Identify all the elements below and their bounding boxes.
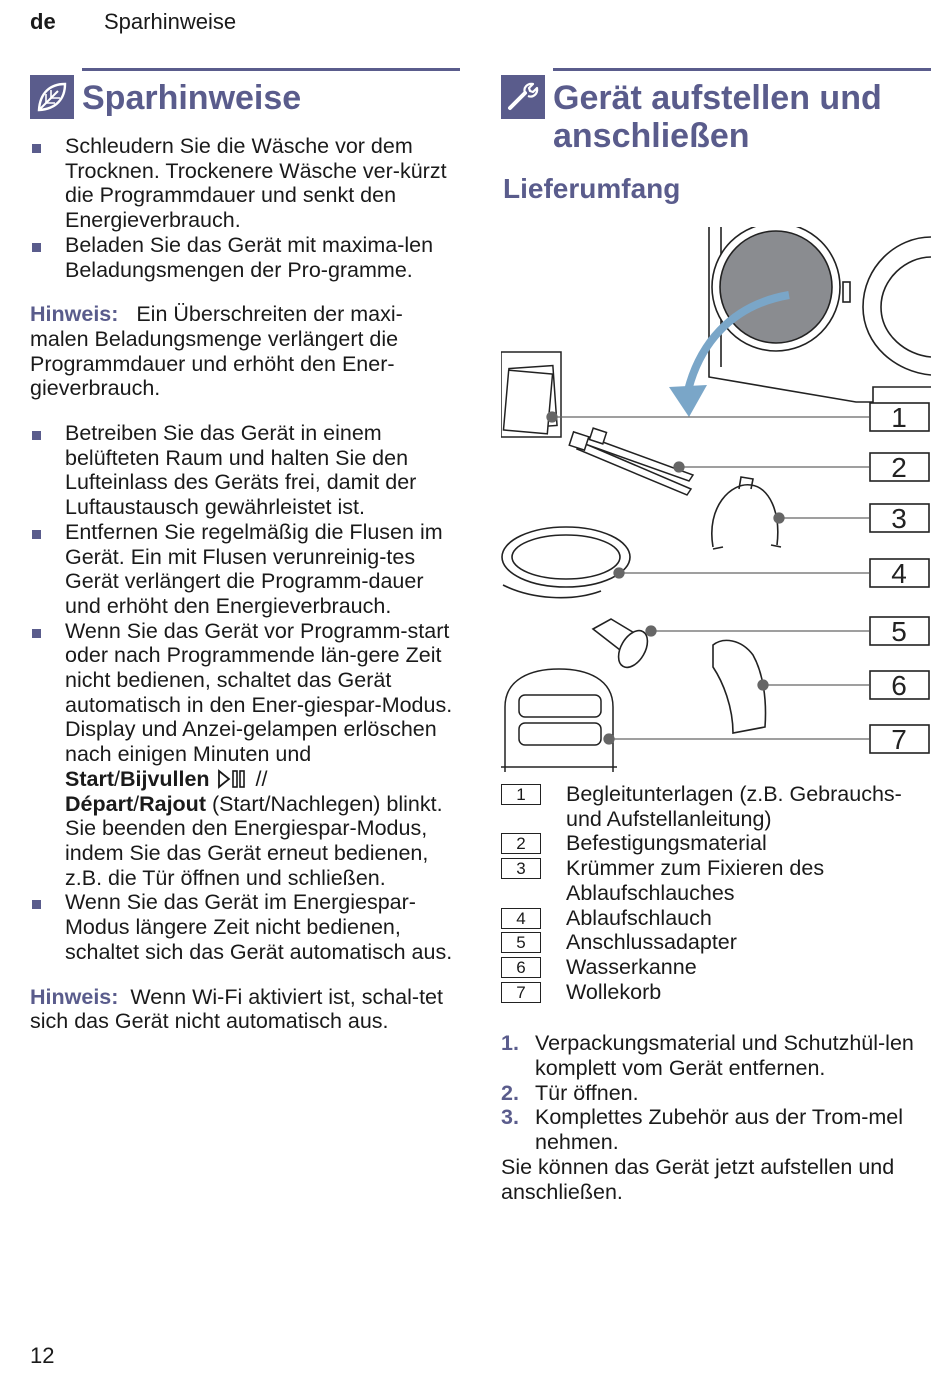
- list-item: Entfernen Sie regelmäßig die Flusen im Gerät. Ein mit Flusen verunreinig-tes Gerät verlängert die Programm-dauer und erhöht den Energieverbrauch.: [30, 520, 460, 619]
- running-header: Sparhinweise: [104, 9, 237, 34]
- list-item: Wenn Sie das Gerät im Energiespar-Modus längere Zeit nicht bedienen, schaltet sich das Gerät automatisch aus.: [30, 890, 460, 964]
- list-item: 2. Tür öffnen.: [501, 1080, 639, 1105]
- note-2: [30, 985, 460, 1034]
- note-label: Hinweis:: [30, 984, 119, 1009]
- note-label: Hinweis:: [30, 302, 119, 327]
- button-label-rajout: Rajout: [139, 791, 206, 816]
- drain-hose-illustration: [502, 527, 630, 598]
- right-column: [501, 68, 931, 1204]
- left-column: [30, 68, 460, 1034]
- note-text: Ein Überschreiten der maxi-malen Beladungsmenge verlängert die Programmdauer und erhöht den Ener-gieverbrauch.: [30, 302, 403, 401]
- list-item: 3. Komplettes Zubehör aus der Trom-mel nehmen.: [501, 1105, 904, 1155]
- callout-1: 1: [891, 402, 907, 433]
- note-1: [30, 302, 460, 401]
- documents-illustration: [501, 352, 561, 437]
- heading-rule: [82, 68, 460, 71]
- language-code: de: [30, 9, 56, 34]
- delivery-legend: [501, 782, 931, 1004]
- button-label-depart: Départ: [65, 791, 134, 816]
- leaf-icon: [30, 75, 74, 119]
- fastening-material-illustration: [569, 428, 693, 495]
- legend-item: 6 Wasserkanne: [501, 955, 931, 980]
- legend-item: 7 Wollekorb: [501, 980, 931, 1005]
- legend-item: 2 Befestigungsmaterial: [501, 831, 931, 856]
- page-number: 12: [30, 1343, 55, 1368]
- subheading-delivery: Lieferumfang: [503, 173, 681, 204]
- hose-bend-illustration: [712, 477, 781, 549]
- button-label-bijvullen: Bijvullen: [119, 766, 210, 791]
- callout-5: 5: [891, 616, 907, 647]
- savings-list-2: [30, 421, 460, 964]
- callout-3: 3: [891, 503, 907, 534]
- button-label-start: Start: [65, 766, 114, 791]
- setup-steps: [501, 1031, 931, 1155]
- note-text: Wenn Wi-Fi aktiviert ist, schal-tet sich das Gerät nicht automatisch aus.: [30, 984, 443, 1034]
- callout-6: 6: [891, 670, 907, 701]
- delivery-contents-illustration: [501, 227, 931, 772]
- legend-item: 3 Krümmer zum Fixieren des Ablaufschlauches: [501, 856, 931, 905]
- wrench-icon: [501, 75, 545, 119]
- list-item: Beladen Sie das Gerät mit maxima-len Beladungsmengen der Pro-gramme.: [30, 233, 460, 282]
- callout-4: 4: [891, 558, 907, 589]
- list-item: Wenn Sie das Gerät vor Programm-start oder nach Programmende län-gere Zeit nicht bedienen, schaltet das Gerät automatisch in den Ener-giespar-Modus. Display und Anzei-gelampen erlöschen nach einigen Minuten und Start/Bijvullen // Départ/Rajout (Start/Nachlegen) blinkt. Sie beenden den Energiespar-Modus, indem Sie das Gerät erneut bedienen, z.B. die Tür öffnen und schließen.: [30, 619, 460, 891]
- callout-7: 7: [891, 724, 907, 755]
- legend-item: 1 Begleitunterlagen (z.B. Gebrauchs- und Aufstellanleitung): [501, 782, 931, 831]
- play-pause-icon: [216, 769, 250, 789]
- list-item: 1. Verpackungsmaterial und Schutzhül-len komplett vom Gerät entfernen.: [501, 1031, 914, 1081]
- callout-2: 2: [891, 452, 907, 483]
- section-heading: Gerät aufstellen und anschließen: [553, 79, 882, 155]
- closing-text: Sie können das Gerät jetzt aufstellen und anschließen.: [501, 1154, 895, 1204]
- legend-item: 4 Ablaufschlauch: [501, 906, 931, 931]
- list-item: Schleudern Sie die Wäsche vor dem Trocknen. Trockenere Wäsche ver-kürzt die Programmdauer und senkt den Energieverbrauch.: [30, 134, 460, 233]
- savings-list-1: [30, 134, 460, 282]
- heading-rule: [553, 68, 931, 71]
- connection-adapter-illustration: [593, 619, 653, 672]
- list-item: Betreiben Sie das Gerät in einem belüfteten Raum und halten Sie den Lufteinlass des Geräts frei, damit der Luftaustausch gewährleistet ist.: [30, 421, 460, 520]
- section-heading: Sparhinweise: [82, 79, 302, 117]
- wool-basket-illustration: [501, 669, 617, 772]
- legend-item: 5 Anschlussadapter: [501, 930, 931, 955]
